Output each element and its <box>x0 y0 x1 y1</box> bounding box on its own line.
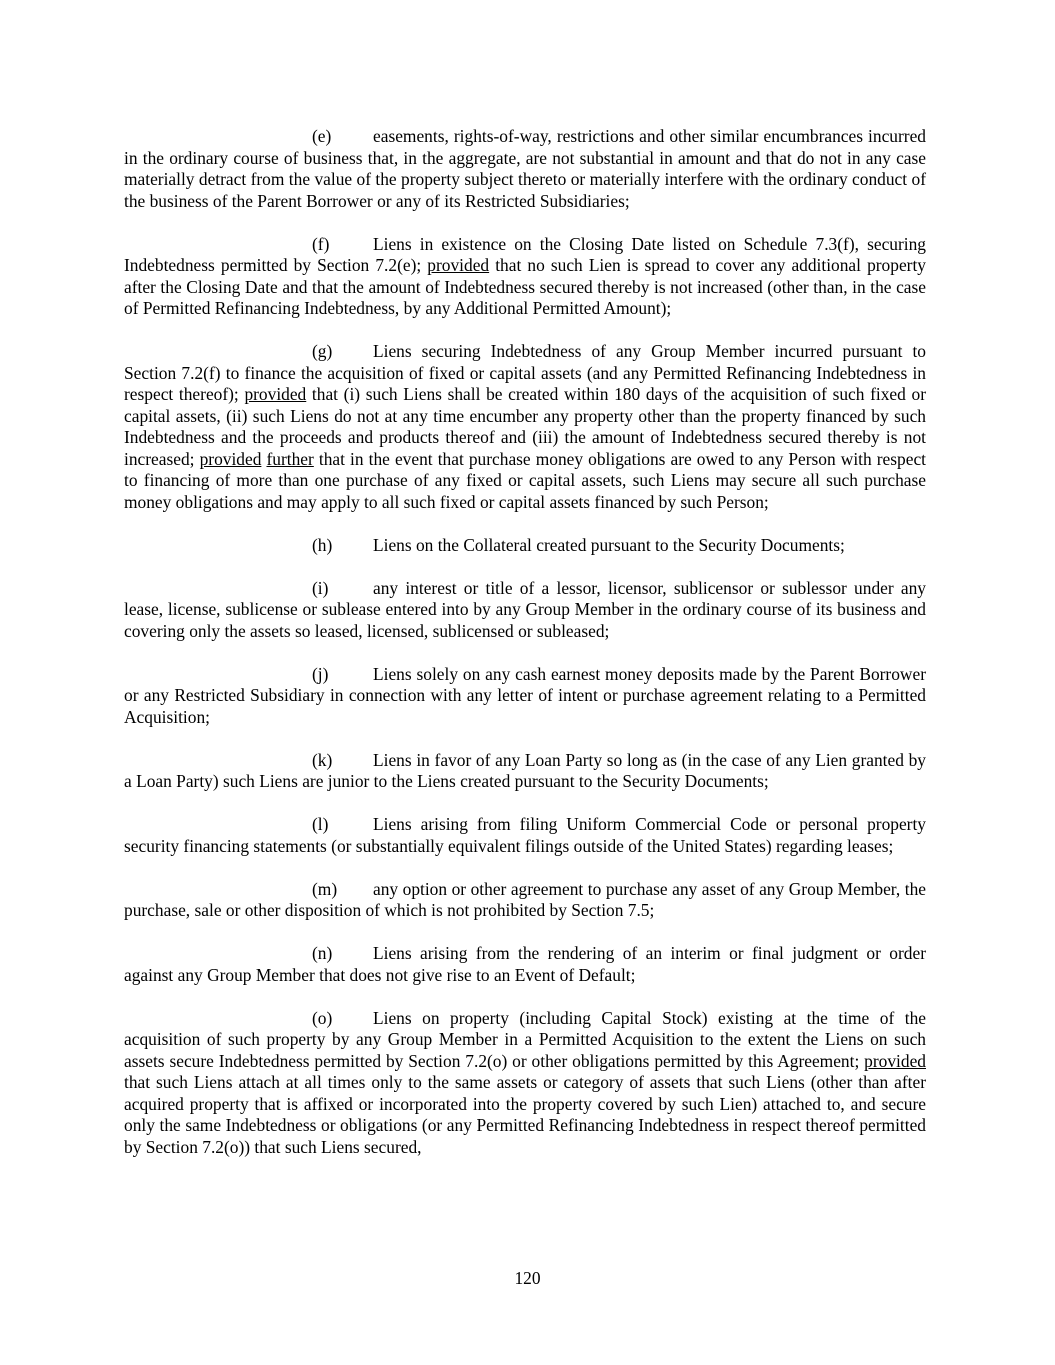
clause-text: Liens arising from filing Uniform Commercial Code or personal property security financing statements (or substantially equivalent filings outside of the United States) regarding leases; <box>124 814 926 856</box>
clause-text: any option or other agreement to purchase any asset of any Group Member, the purchase, sale or other disposition of which is not prohibited by Section 7.5; <box>124 878 926 920</box>
clause-label: (n) <box>312 943 333 963</box>
clause-g <box>124 341 926 513</box>
clause-m <box>124 879 926 922</box>
clause-text: that in the event that purchase money obligations are owed to any Person with respect to financing of more than one purchase of any fixed or capital assets, such Liens may secure all such purchase money obligations and may apply to all such fixed or capital assets financed by such Person; <box>124 448 926 512</box>
clause-text: any interest or title of a lessor, licensor, sublicensor or sublessor under any lease, license, sublicense or sublease entered into by any Group Member in the ordinary course of its business and covering only the assets so leased, licensed, sublicensed or subleased; <box>124 577 926 641</box>
clause-text: easements, rights-of-way, restrictions and other similar encumbrances incurred in the ordinary course of business that, in the aggregate, are not substantial in amount and that do not in any case materially detract from the value of the property subject thereto or materially interfere with the ordinary conduct of the business of the Parent Borrower or any of its Restricted Subsidiaries; <box>124 126 926 211</box>
clause-text: Liens on property (including Capital Stock) existing at the time of the acquisition of such property by any Group Member in a Permitted Acquisition to the extent the Liens on such assets secure Indebtedness permitted by Section 7.2(o) or other obligations permitted by this Agreement; <box>124 1007 926 1071</box>
clause-label: (i) <box>312 577 329 598</box>
underlined-term: further <box>266 448 314 469</box>
clause-n <box>124 943 926 986</box>
clause-f <box>124 234 926 320</box>
clause-label: (h) <box>312 534 333 555</box>
clause-text: that no such Lien is spread to cover any additional property after the Closing Date and that the amount of Indebtedness secured thereby is not increased (other than, in the case of Permitted Refinancing Indebtedness, by any Additional Permitted Amount); <box>124 255 926 318</box>
clause-h <box>124 535 926 557</box>
clause-label: (g) <box>312 341 333 361</box>
clause-text: that (i) such Liens shall be created within 180 days of the acquisition of such fixed or capital assets, (ii) such Liens do not at any time encumber any property other than the property financed by such Indebtedness and the proceeds and products thereof and (iii) the amount of Indebtedness secured thereby is not increased; <box>124 384 926 469</box>
clause-text: that such Liens attach at all times only to the same assets or category of assets that such Liens (other than after acquired property that is affixed or incorporated into the property covered by such Lien) attached to, and secure only the same Indebtedness or obligations (or any Permitted Refinancing Indebtedness in respect thereof permitted by Section 7.2(o)) that such Liens secured, <box>124 1072 926 1157</box>
clause-label: (o) <box>312 1007 333 1028</box>
clause-l <box>124 814 926 857</box>
clause-label: (e) <box>312 126 332 146</box>
underlined-term: provided <box>244 384 307 404</box>
page-number: 120 <box>514 1268 541 1288</box>
clause-label: (m) <box>312 878 338 899</box>
clause-text: Liens on the Collateral created pursuant to the Security Documents; <box>373 534 845 555</box>
clause-text: Liens arising from the rendering of an interim or final judgment or order against any Group Member that does not give rise to an Event of Default; <box>124 943 926 985</box>
clause-o <box>124 1008 926 1159</box>
clause-text: Liens securing Indebtedness of any Group Member incurred pursuant to Section 7.2(f) to finance the acquisition of fixed or capital assets (and any Permitted Refinancing Indebtedness in respect thereof); <box>124 341 926 404</box>
clause-text: Liens solely on any cash earnest money deposits made by the Parent Borrower or any Restricted Subsidiary in connection with any letter of intent or purchase agreement relating to a Permitted Acquisition; <box>124 663 926 727</box>
clause-label: (j) <box>312 663 329 684</box>
underlined-term: provided <box>199 448 262 469</box>
clause-label: (l) <box>312 814 329 834</box>
clause-i <box>124 578 926 643</box>
clause-e <box>124 126 926 212</box>
clause-k <box>124 750 926 793</box>
underlined-term: provided <box>427 255 490 275</box>
clause-j <box>124 664 926 729</box>
underlined-term: provided <box>864 1050 926 1071</box>
clause-text: Liens in favor of any Loan Party so long as (in the case of any Lien granted by a Loan Party) such Liens are junior to the Liens created pursuant to the Security Documents; <box>124 749 926 791</box>
clause-text: Liens in existence on the Closing Date listed on Schedule 7.3(f), securing Indebtedness permitted by Section 7.2(e); <box>124 233 926 275</box>
clause-label: (k) <box>312 749 333 770</box>
clause-label: (f) <box>312 233 330 254</box>
document-body <box>124 126 926 1180</box>
